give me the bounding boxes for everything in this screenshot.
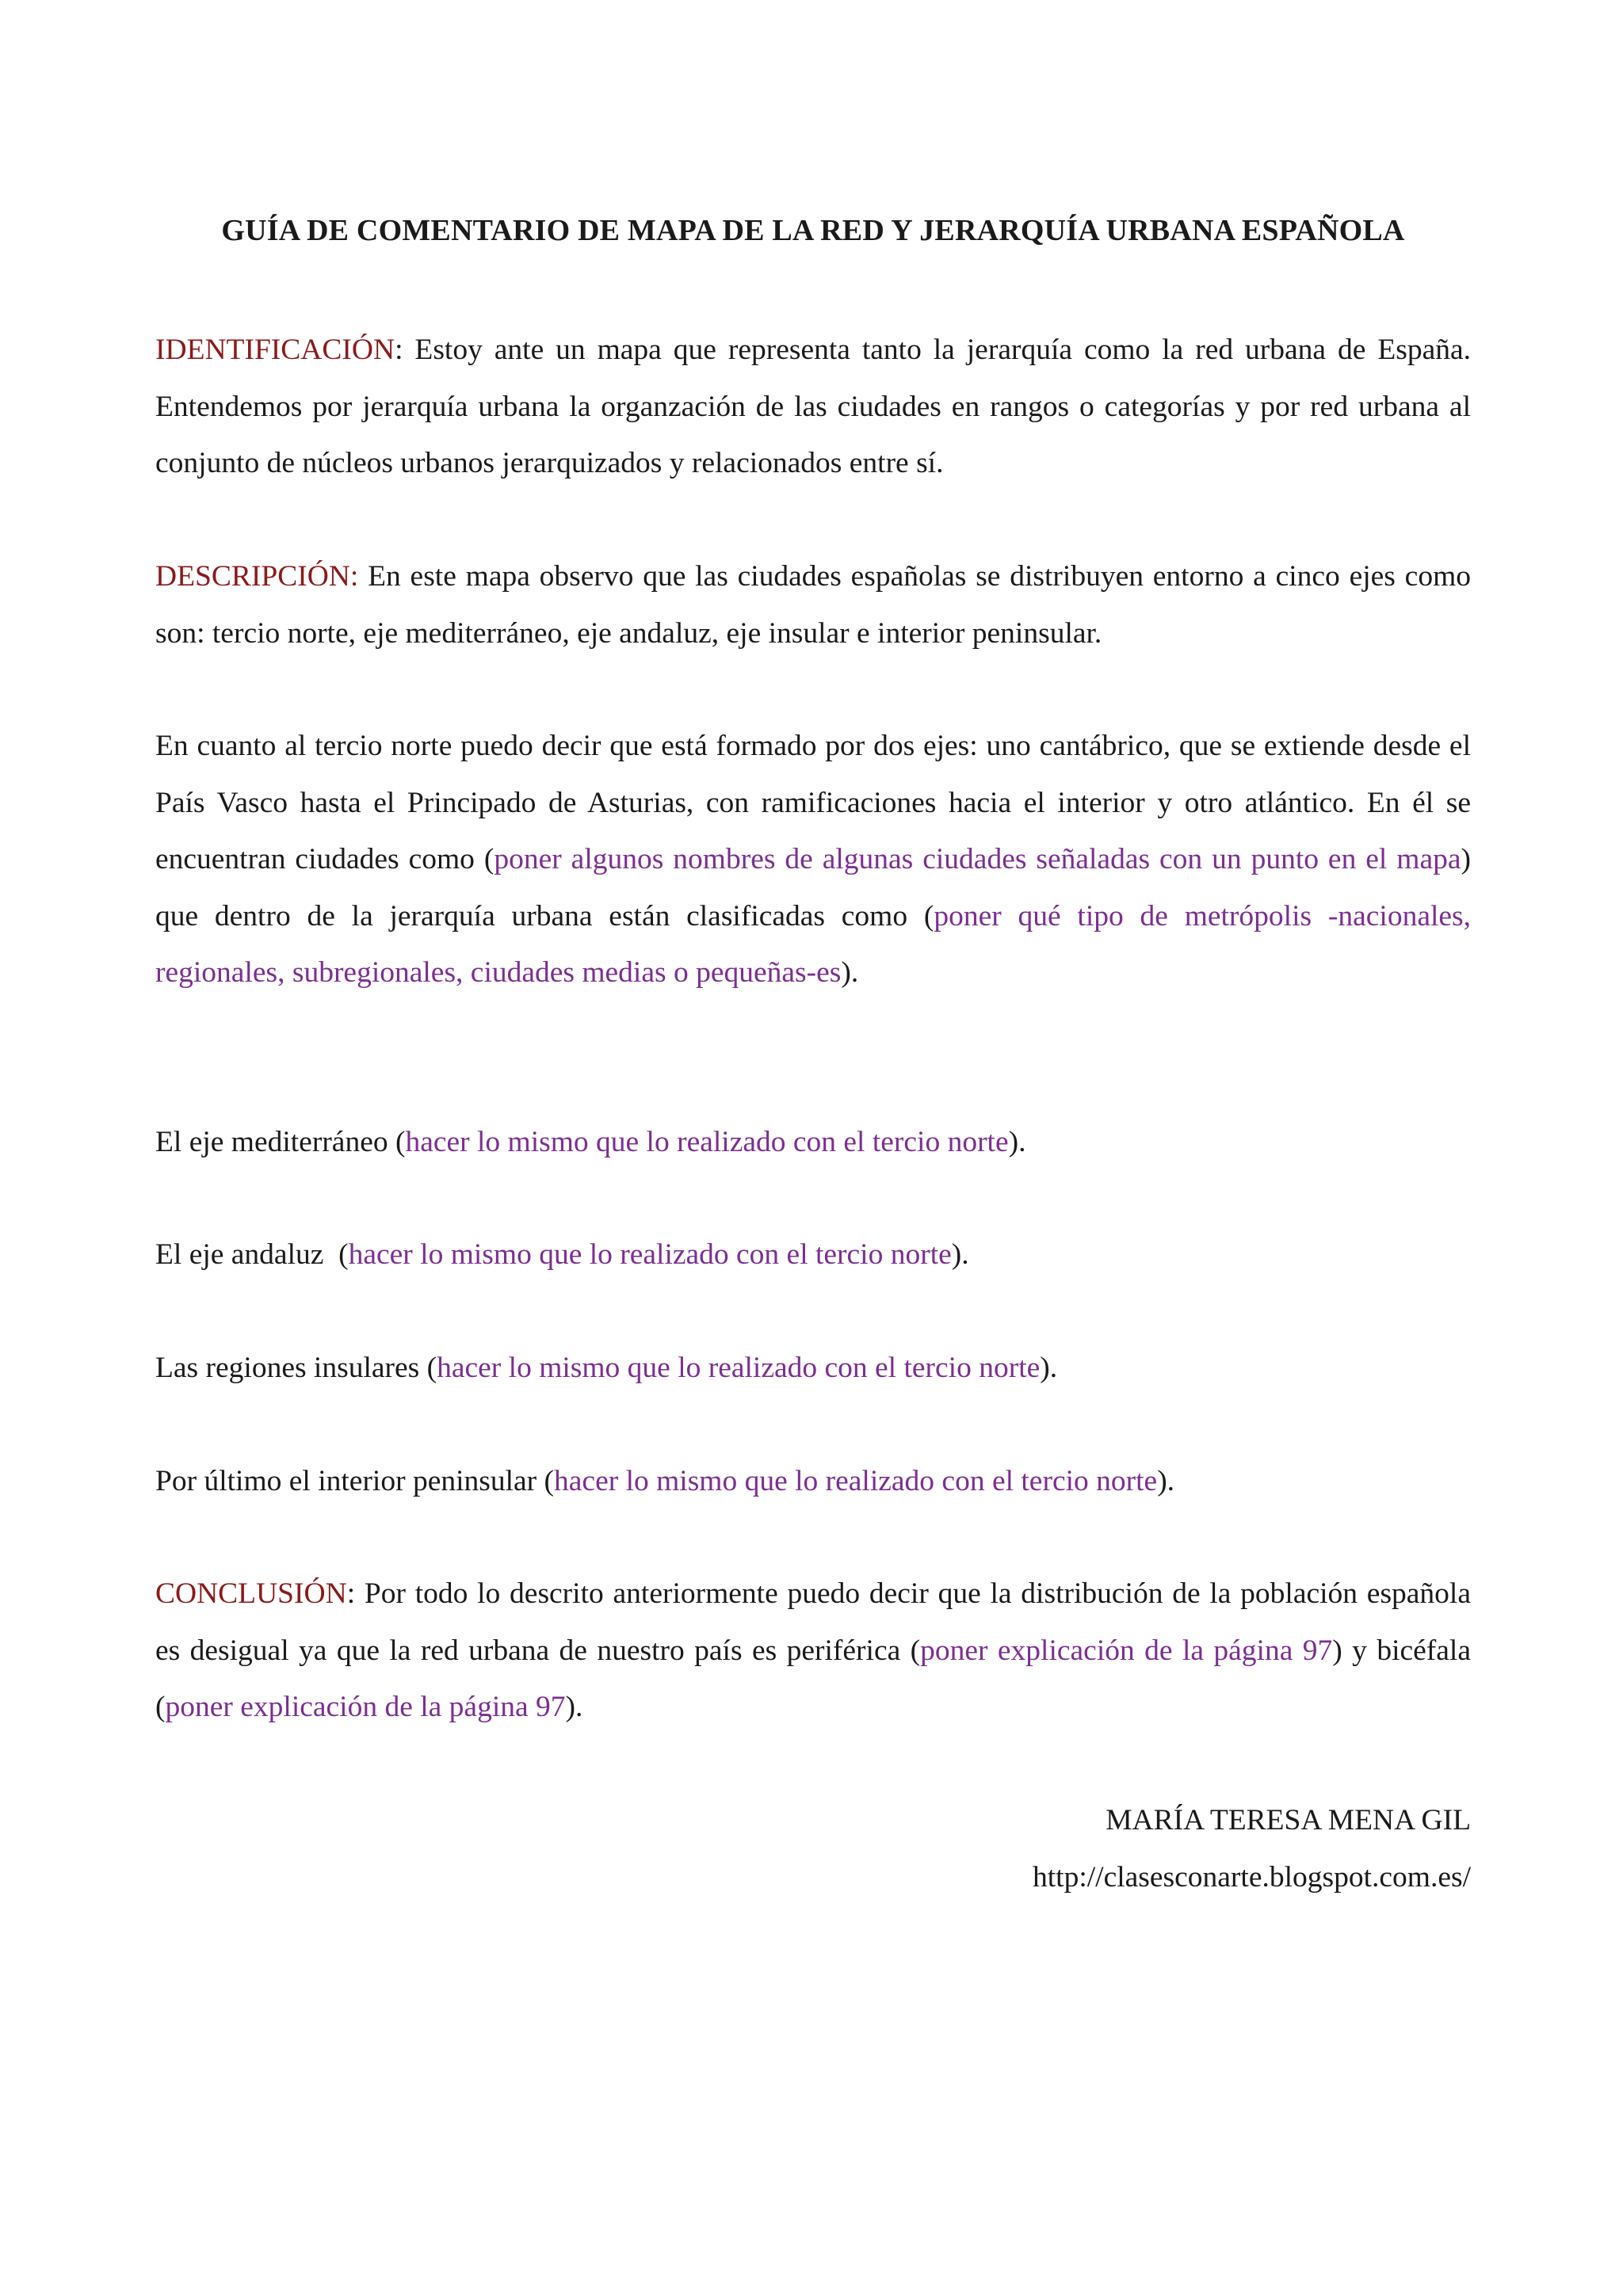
tercio-norte-paragraph: [155, 718, 1471, 1001]
eje-andaluz-paragraph: [155, 1226, 1471, 1283]
eje-mediterraneo-note: hacer lo mismo que lo realizado con el tercio norte: [405, 1126, 1009, 1158]
regiones-insulares-note: hacer lo mismo que lo realizado con el tercio norte: [437, 1352, 1041, 1384]
conclusion-note-2: poner explicación de la página 97: [165, 1691, 566, 1723]
regiones-insulares-text-1: Las regiones insulares (: [155, 1352, 437, 1384]
author-name: MARÍA TERESA MENA GIL: [1106, 1804, 1471, 1836]
interior-note: hacer lo mismo que lo realizado con el tercio norte: [554, 1465, 1158, 1497]
tercio-norte-text-2: ) que dentro de la jerarquía urbana están clasificadas como (: [155, 843, 1472, 933]
conclusion-text-2: ) y bicéfala (: [155, 1634, 1471, 1723]
eje-andaluz-note: hacer lo mismo que lo realizado con el tercio norte: [348, 1238, 952, 1271]
identificacion-label: IDENTIFICACIÓN: [155, 334, 395, 366]
descripcion-text: En este mapa observo que las ciudades españolas se distribuyen entorno a cinco ejes como son: tercio norte, eje mediterráneo, eje andaluz, eje insular e interior peninsular.: [155, 560, 1471, 650]
eje-andaluz-text-1: El eje andaluz (: [155, 1238, 349, 1271]
tercio-norte-text-1: En cuanto al tercio norte puedo decir que está formado por dos ejes: uno cantábrico, que se extiende desde el País Vasco hasta el Principado de Asturias, con ramificaciones hacia el interior y otro atlántico. En él se encuentran ciudades como (: [155, 730, 1471, 875]
interior-paragraph: [155, 1453, 1471, 1510]
eje-andaluz-text-2: ).: [951, 1238, 969, 1271]
eje-mediterraneo-text-2: ).: [1008, 1126, 1026, 1158]
eje-mediterraneo-text-1: El eje mediterráneo (: [155, 1126, 406, 1158]
identificacion-text: : Estoy ante un mapa que representa tanto la jerarquía como la red urbana de España. Entendemos por jerarquía urbana la organzación de las ciudades en rangos o categorías y por red urbana al conjunto de núcleos urbanos jerarquizados y relacionados entre sí.: [155, 334, 1471, 479]
conclusion-paragraph: [155, 1566, 1471, 1736]
blog-url: http://clasesconarte.blogspot.com.es/: [1033, 1861, 1471, 1894]
tercio-norte-text-3: ).: [841, 956, 859, 989]
regiones-insulares-text-2: ).: [1040, 1352, 1058, 1384]
regiones-insulares-paragraph: [155, 1340, 1471, 1397]
document-title: GUÍA DE COMENTARIO DE MAPA DE LA RED Y JERARQUÍA URBANA ESPAÑOLA: [221, 214, 1405, 247]
eje-mediterraneo-paragraph: [155, 1114, 1471, 1171]
interior-text-2: ).: [1157, 1465, 1175, 1497]
tercio-norte-note-1: poner algunos nombres de algunas ciudades señaladas con un punto en el mapa: [494, 843, 1461, 875]
conclusion-note-1: poner explicación de la página 97: [920, 1634, 1333, 1667]
conclusion-text-1: : Por todo lo descrito anteriormente puedo decir que la distribución de la población española es desigual ya que la red urbana de nuestro país es periférica (: [155, 1577, 1471, 1667]
identificacion-paragraph: [155, 322, 1471, 492]
descripcion-paragraph: [155, 548, 1471, 662]
conclusion-label: CONCLUSIÓN: [155, 1577, 347, 1610]
interior-text-1: Por último el interior peninsular (: [155, 1465, 555, 1497]
descripcion-label: DESCRIPCIÓN:: [155, 560, 359, 593]
tercio-norte-note-2: poner qué tipo de metrópolis -nacionales, regionales, subregionales, ciudades medias o pequeñas-es: [155, 899, 1471, 989]
conclusion-text-3: ).: [565, 1691, 583, 1723]
